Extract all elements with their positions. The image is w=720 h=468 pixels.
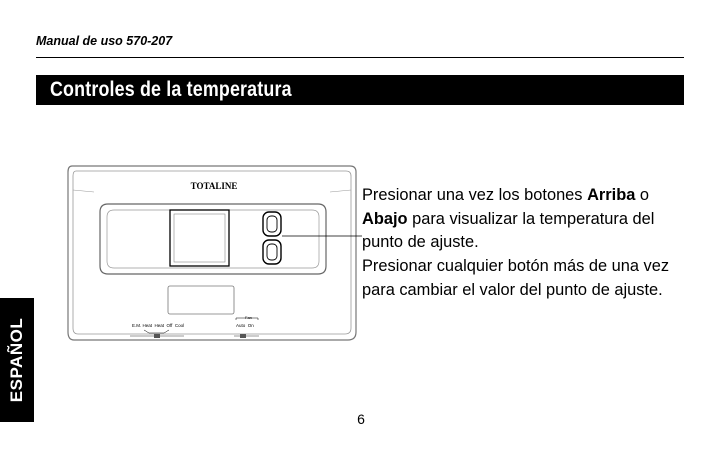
language-tab (0, 298, 34, 422)
up-button-term: Arriba (587, 186, 636, 204)
instruction-text: o (635, 186, 650, 204)
fan-mode-labels: Auto On (236, 323, 254, 328)
language-tab-label: ESPAÑOL (7, 317, 26, 403)
lcd-display (170, 210, 229, 266)
header-rule (36, 57, 684, 58)
bottom-panel (168, 286, 234, 314)
section-title: Controles de la temperatura (50, 78, 292, 101)
control-panel (100, 204, 326, 274)
down-button-term: Abajo (362, 209, 408, 228)
instruction-text: para visualizar la temperatura del punto de ajuste. (362, 209, 655, 252)
system-mode-labels: E.M. Heat Heat Off Cool (132, 323, 185, 328)
brand-logo: TOTALINE (190, 181, 238, 191)
manual-title: Manual de uso 570-207 (36, 34, 173, 48)
section-banner (36, 75, 684, 105)
fan-label: Fan (245, 315, 252, 320)
instruction-paragraph-2: Presionar cualquier botón más de una vez para cambiar el valor del punto de ajuste. (362, 257, 670, 299)
page-number: 6 (357, 411, 365, 427)
instruction-paragraph-1 (362, 184, 680, 255)
instruction-text: Presionar una vez los botones (362, 186, 588, 204)
thermostat-illustration (64, 160, 364, 344)
